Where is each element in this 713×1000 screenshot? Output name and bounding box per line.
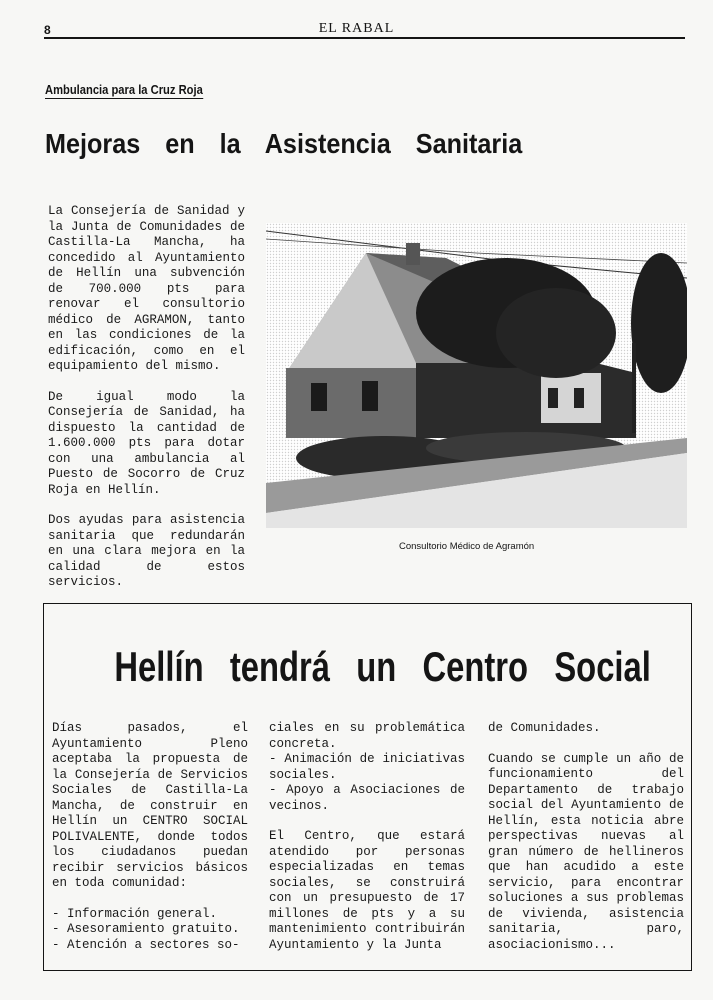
box-column-2 xyxy=(269,721,465,953)
list-item: - Animación de iniciativas sociales. xyxy=(269,752,465,782)
list-item: - Atención a sectores so- xyxy=(52,937,240,952)
article-headline: Mejoras en la Asistencia Sanitaria xyxy=(45,128,523,159)
paragraph: La Consejería de Sanidad y la Junta de Comunidades de Castilla-La Mancha, ha concedido al Ayuntamiento de Hellín una subvención de 700.000 pts para renovar el consultorio médico de AGRAMON, tanto en las condiciones de la edificación, como en el equipamiento del mismo. xyxy=(48,204,245,373)
header-rule xyxy=(44,37,685,39)
paragraph: Días pasados, el Ayuntamiento Pleno aceptaba la propuesta de la Consejería de Servicios Sociales de Castilla-La Mancha, de construir en Hellín un CENTRO SOCIAL POLIVALENTE, donde todos los ciudadanos puedan recibir servicios básicos en toda comunidad: xyxy=(52,721,248,890)
publication-title: EL RABAL xyxy=(318,21,395,36)
article-body xyxy=(48,204,245,606)
paragraph: Cuando se cumple un año de funcionamiento del Departamento de trabajo social del Ayuntamiento de Hellín, esta noticia abre perspectivas nuevas al gran número de hellineros que han acudido a este servicio, para encontrar soluciones a sus problemas de vivienda, asistencia sanitaria, paro, asociacionismo... xyxy=(488,751,684,952)
photo-caption: Consultorio Médico de Agramón xyxy=(399,541,535,552)
list-item: - Información general. xyxy=(52,906,218,921)
paragraph: de Comunidades. xyxy=(488,721,601,735)
paragraph: El Centro, que estará atendido por personas especializadas en temas sociales, se construirá con un presupuesto de 17 millones de pts y a su mantenimiento contribuirán Ayuntamiento y la Junta xyxy=(269,829,465,952)
paragraph: Dos ayudas para asistencia sanitaria que redundarán en una clara mejora en la calidad de estos servicios. xyxy=(48,513,245,589)
box-column-3 xyxy=(488,721,684,953)
building-photo xyxy=(266,223,687,528)
article-kicker: Ambulancia para la Cruz Roja xyxy=(45,82,203,97)
paragraph: De igual modo la Consejería de Sanidad, ha dispuesto la cantidad de 1.600.000 pts para dotar con una ambulancia al Puesto de Socorro de Cruz Roja en Hellín. xyxy=(48,389,245,497)
paragraph: ciales en su problemática concreta. xyxy=(269,721,465,751)
list-item: - Apoyo a Asociaciones de vecinos. xyxy=(269,783,465,813)
box-headline: Hellín tendrá un Centro Social xyxy=(114,643,651,690)
page-number: 8 xyxy=(44,23,51,37)
box-column-1 xyxy=(52,721,248,953)
list-item: - Asesoramiento gratuito. xyxy=(52,922,240,936)
